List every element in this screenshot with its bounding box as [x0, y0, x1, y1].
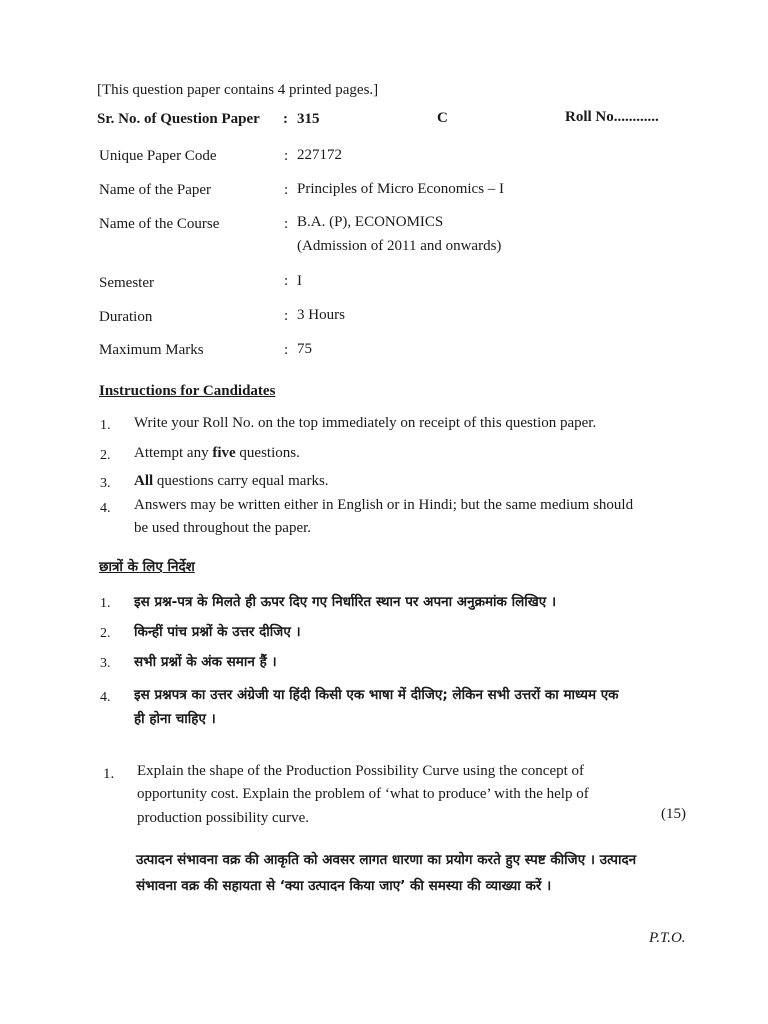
- question-number: 1.: [103, 766, 115, 782]
- detail-label: Semester: [99, 275, 154, 291]
- hindi-instruction-text: इस प्रश्न-पत्र के मिलते ही ऊपर दिए गए निर्धारित स्थान पर अपना अनुक्रमांक लिखिए ।: [134, 594, 557, 610]
- detail-label: Name of the Paper: [99, 182, 212, 198]
- hindi-instruction-number: 1.: [100, 596, 111, 611]
- hindi-instruction-number: 3.: [100, 656, 111, 671]
- instruction-number: 2.: [100, 448, 111, 463]
- instruction-text: All questions carry equal marks.: [134, 473, 329, 489]
- detail-value: 227172: [297, 147, 342, 163]
- detail-colon: :: [284, 308, 289, 324]
- instruction-text: Answers may be written either in English or in Hindi; but the same medium should: [134, 497, 634, 513]
- question-hindi-text: संभावना वक्र की सहायता से ‘क्या उत्पादन किया जाए’ की समस्या की व्याख्या करें ।: [136, 878, 552, 894]
- detail-colon: :: [284, 216, 289, 232]
- detail-value: 75: [297, 341, 312, 357]
- instruction-text: Attempt any five questions.: [134, 445, 300, 461]
- sr-no-colon: :: [283, 111, 288, 127]
- page-note: [This question paper contains 4 printed pages.]: [97, 82, 379, 98]
- detail-value: Principles of Micro Economics – I: [297, 181, 505, 197]
- set-code: C: [437, 110, 448, 126]
- course-note: (Admission of 2011 and onwards): [297, 238, 502, 254]
- hindi-instruction-number: 2.: [100, 626, 111, 641]
- sr-no-value: 315: [297, 111, 320, 127]
- detail-value: 3 Hours: [297, 307, 345, 323]
- hindi-instruction-text: ही होना चाहिए ।: [134, 711, 216, 727]
- instructions-heading: Instructions for Candidates: [99, 383, 276, 399]
- detail-label: Unique Paper Code: [99, 148, 217, 164]
- detail-label: Name of the Course: [99, 216, 220, 232]
- detail-colon: :: [284, 182, 289, 198]
- detail-colon: :: [284, 342, 289, 358]
- hindi-instruction-number: 4.: [100, 690, 111, 705]
- sr-no-label: Sr. No. of Question Paper: [97, 111, 260, 127]
- detail-label: Duration: [99, 309, 153, 325]
- detail-value: B.A. (P), ECONOMICS: [297, 214, 444, 230]
- hindi-instruction-text: इस प्रश्नपत्र का उत्तर अंग्रेजी या हिंदी किसी एक भाषा में दीजिए; लेकिन सभी उत्तरों का माध्यम एक: [134, 687, 619, 703]
- question-text: opportunity cost. Explain the problem of ‘what to produce’ with the help of: [137, 786, 589, 802]
- pto-marker: P.T.O.: [649, 930, 686, 946]
- question-hindi-text: उत्पादन संभावना वक्र की आकृति को अवसर लागत धारणा का प्रयोग करते हुए स्पष्ट कीजिए । उत्पादन: [136, 852, 637, 868]
- instruction-text: be used throughout the paper.: [134, 520, 312, 536]
- detail-value: I: [297, 273, 302, 289]
- detail-colon: :: [284, 273, 289, 289]
- roll-no-field: Roll No............: [565, 109, 659, 125]
- instruction-number: 3.: [100, 476, 111, 491]
- hindi-instruction-text: किन्हीं पांच प्रश्नों के उत्तर दीजिए ।: [134, 624, 301, 640]
- question-text: Explain the shape of the Production Possibility Curve using the concept of: [137, 763, 585, 779]
- question-marks: (15): [661, 806, 686, 822]
- instruction-number: 1.: [100, 418, 111, 433]
- instruction-text: Write your Roll No. on the top immediately on receipt of this question paper.: [134, 415, 597, 431]
- question-text: production possibility curve.: [137, 810, 310, 826]
- hindi-instruction-text: सभी प्रश्नों के अंक समान हैं ।: [134, 654, 277, 670]
- instruction-number: 4.: [100, 501, 111, 516]
- hindi-instructions-heading: छात्रों के लिए निर्देश: [99, 559, 195, 575]
- detail-label: Maximum Marks: [99, 342, 204, 358]
- detail-colon: :: [284, 148, 289, 164]
